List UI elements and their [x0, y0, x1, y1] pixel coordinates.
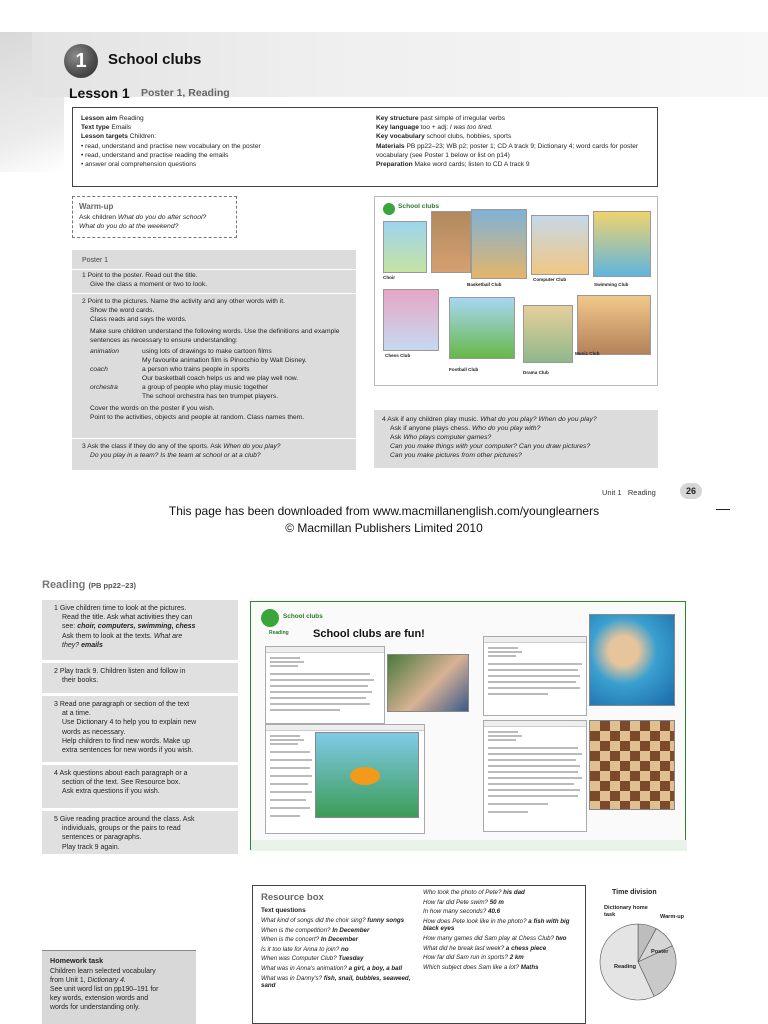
computer-club-picture — [531, 215, 589, 275]
reading-step-line: Use Dictionary 4 to help you to explain new — [62, 719, 197, 727]
homework-task-box — [42, 950, 196, 1024]
email-text-line — [270, 703, 370, 705]
email-text-line — [270, 767, 310, 769]
email-card — [483, 636, 587, 716]
email-text-line — [488, 777, 582, 779]
email-text-line — [488, 747, 578, 749]
divider — [72, 269, 356, 270]
answer-text: In December — [332, 926, 370, 934]
materials-label: Materials — [376, 142, 405, 150]
language-pre: too + adj: — [420, 124, 449, 132]
definition-example: My favourite animation film is Pinocchio by Walt Disney. — [142, 357, 307, 364]
resource-question — [423, 899, 583, 907]
poster-step-4-box — [374, 410, 658, 468]
resource-questions-right — [423, 889, 583, 971]
page-footer-unit — [602, 488, 656, 497]
targets-intro: Children: — [129, 133, 157, 141]
resource-question — [261, 946, 419, 954]
warmup-line1-pre: Ask children — [79, 214, 117, 221]
poster-box-title: Poster 1 — [82, 257, 109, 264]
warmup-box — [72, 196, 237, 238]
resource-question — [423, 889, 583, 897]
step-4-line: Ask if anyone plays chess. — [390, 425, 471, 432]
email-text-line — [488, 731, 518, 733]
question-text: What kind of songs did the choir sing? — [261, 917, 366, 924]
email-text-line — [270, 739, 304, 741]
poster-step-2 — [82, 297, 350, 422]
email-toolbar — [266, 725, 424, 731]
email-text-line — [488, 687, 580, 689]
homework-title: Homework task — [50, 956, 104, 965]
basketball-club-picture — [471, 209, 527, 279]
reading-step-line: Help children to find new words. Make up — [62, 737, 191, 745]
email-text-line — [488, 789, 580, 791]
question-text: When was Computer Club? — [261, 955, 337, 963]
answer-text: funny songs — [367, 917, 405, 924]
chess-club-picture — [383, 289, 439, 351]
lesson-subtitle: Poster 1, Reading — [141, 87, 230, 99]
vocab-value: school clubs, hobbies, sports — [426, 133, 512, 141]
music-club-picture — [577, 295, 651, 355]
unit-logo-icon — [383, 203, 395, 215]
text-type-value: Emails — [111, 124, 132, 132]
time-division-title: Time division — [612, 889, 657, 896]
question-text: What did he break last week? — [423, 944, 505, 952]
answer-text: no — [340, 945, 349, 953]
reading-step-line: see: — [62, 623, 76, 631]
reading-step-2 — [42, 663, 238, 693]
unit-number-badge: 1 — [64, 44, 98, 78]
pie-label-poster: Poster — [651, 949, 669, 955]
step-4-question: Who plays computer games? — [403, 434, 492, 441]
swimmer-photo — [589, 614, 675, 706]
poster-caption: Chess Club — [385, 353, 411, 358]
reading-step-answer: choir, computers, swimming, chess — [77, 623, 196, 631]
email-toolbar — [484, 637, 586, 643]
definitions-list — [90, 347, 350, 401]
resource-question — [423, 945, 583, 953]
email-text-line — [488, 771, 578, 773]
question-text: How many games did Sam play at Chess Club? — [423, 934, 555, 942]
reading-step-answer: emails — [81, 641, 103, 649]
question-text: What was in Anna's animation? — [261, 964, 347, 972]
prep-value: Make word cards; listen to CD A track 9 — [414, 161, 530, 169]
divider — [72, 438, 356, 439]
definition-term: coach — [90, 366, 108, 373]
email-text-line — [270, 697, 366, 699]
email-text-line — [270, 657, 300, 659]
email-text-line — [488, 811, 528, 813]
answer-text: In December — [320, 936, 358, 944]
email-text-line — [488, 803, 548, 805]
reading-step-line: Ask them to look at the texts. — [62, 632, 152, 640]
reading-step-question: they? — [62, 641, 80, 649]
question-text: What was in Danny's? — [261, 974, 323, 982]
email-text-line — [270, 775, 312, 777]
poster-caption: Basketball Club — [467, 282, 502, 287]
copyright-notice: © Macmillan Publishers Limited 2010 — [285, 521, 483, 535]
email-text-line — [270, 661, 304, 663]
poster-step-1-line: Give the class a moment or two to look. — [90, 281, 208, 288]
poster-caption: Football Club — [449, 367, 479, 372]
answer-text: Maths — [520, 963, 539, 971]
reading-section-title — [42, 579, 136, 591]
email-text-line — [270, 815, 300, 817]
language-label: Key language — [376, 124, 419, 132]
email-text-line — [488, 739, 516, 741]
email-card — [265, 646, 385, 724]
reading-step-line: extra sentences for new words if you wish. — [62, 747, 194, 755]
answer-text: 40.6 — [488, 908, 501, 916]
email-text-line — [270, 685, 368, 687]
poster-step-1-line: 1 Point to the poster. Read out the title. — [82, 272, 198, 279]
definition-row — [90, 383, 350, 401]
chess-board-photo — [589, 720, 675, 810]
choir-photo — [387, 654, 469, 712]
step-4-line: 4 Ask if any children play music. — [382, 416, 479, 423]
resource-question — [423, 954, 583, 962]
email-text-line — [488, 669, 578, 671]
reading-title-text: Reading — [42, 579, 86, 591]
pie-label-dictionary: Dictionary home task — [604, 905, 648, 918]
question-text: How far did Pete swim? — [423, 898, 488, 906]
structure-label: Key structure — [376, 115, 419, 122]
answer-text: a girl, a boy, a ball — [348, 964, 403, 972]
definition-text: a person who trains people in sports — [142, 366, 250, 373]
answer-text: his dad — [503, 889, 525, 896]
reading-step-line: 5 Give reading practice around the class. Ask — [54, 816, 195, 823]
resource-question — [423, 908, 583, 916]
spread-club-label: School clubs — [283, 613, 323, 620]
spread-reading-label: Reading — [269, 630, 289, 636]
reading-step-3 — [42, 696, 238, 762]
email-text-line — [270, 709, 340, 711]
resource-question — [261, 917, 419, 925]
email-text-line — [270, 665, 298, 667]
resource-box-heading: Text questions — [261, 907, 306, 914]
resource-question — [261, 936, 419, 944]
animation-screenshot — [315, 732, 419, 818]
email-text-line — [270, 791, 312, 793]
definition-row — [90, 347, 350, 365]
poster-caption: Music Club — [575, 351, 600, 356]
email-text-line — [270, 691, 372, 693]
poster-image — [374, 196, 658, 386]
poster-caption: Computer Club — [533, 277, 567, 282]
definition-term: animation — [90, 348, 119, 355]
answer-text: two — [555, 934, 567, 942]
question-text: How does Pete look like in the photo? — [423, 917, 527, 925]
reading-page-ref: (PB pp22–23) — [88, 581, 136, 590]
email-text-line — [270, 751, 310, 753]
spread-footer-strip — [251, 840, 687, 851]
poster-caption: Swimming Club — [594, 282, 629, 287]
time-division-pie — [596, 920, 680, 1004]
definition-example: Our basketball coach helps us and we play well now. — [142, 375, 299, 382]
email-text-line — [270, 679, 374, 681]
poster-step-2-line: Make sure children understand the following words. Use the definitions and example sentences as necessary to ensure understanding: — [90, 328, 340, 344]
email-text-line — [270, 735, 300, 737]
reading-step-1 — [42, 600, 238, 660]
definition-row — [90, 365, 350, 383]
poster-step-2-line: Class reads and says the words. — [90, 316, 187, 323]
answer-text: a fish with big black eyes — [423, 917, 570, 933]
choir-picture-2 — [431, 211, 471, 273]
footer-unit: Unit 1 — [602, 488, 622, 497]
email-text-line — [270, 673, 370, 675]
resource-questions-left — [261, 917, 419, 990]
spread-title: School clubs are fun! — [313, 628, 425, 640]
poster-image-label: School clubs — [398, 203, 440, 210]
choir-picture — [383, 221, 427, 273]
reading-step-line: words as necessary. — [62, 728, 126, 736]
warmup-question-1: What do you do after school? — [117, 214, 207, 221]
poster-caption: Drama Club — [523, 370, 549, 375]
email-text-line — [488, 759, 576, 761]
reading-step-line: section of the text. See Resource box. — [62, 779, 181, 787]
resource-question — [423, 935, 583, 943]
email-text-line — [270, 759, 312, 761]
question-text: In how many seconds? — [423, 908, 487, 916]
reading-step-line: Play track 9 again. — [62, 843, 120, 851]
reading-step-line: individuals, groups or the pairs to read — [62, 825, 181, 833]
resource-question — [423, 964, 583, 972]
email-text-line — [488, 663, 582, 665]
resource-question — [261, 965, 419, 973]
fish-icon — [350, 767, 380, 785]
homework-line: from Unit 1, — [50, 977, 86, 984]
resource-question — [423, 918, 583, 933]
reading-step-line: at a time. — [62, 710, 91, 718]
email-text-line — [488, 795, 578, 797]
aim-value: Reading — [119, 115, 144, 122]
poster-step-2-line: 2 Point to the pictures. Name the activity and any other words with it. — [82, 298, 285, 305]
email-text-line — [270, 799, 306, 801]
email-card — [483, 720, 587, 832]
step-4-question: What do you play? When do you play? — [480, 416, 597, 423]
resource-box-title: Resource box — [261, 892, 324, 903]
question-text: Who took the photo of Pete? — [423, 889, 502, 896]
homework-line: Children learn selected vocabulary — [50, 968, 156, 975]
reading-step-4 — [42, 765, 238, 808]
poster-instructions-box — [72, 250, 356, 470]
poster-step-3 — [82, 442, 350, 460]
target-item: • answer oral comprehension questions — [81, 160, 371, 169]
email-text-line — [488, 681, 576, 683]
structure-value: past simple of irregular verbs — [420, 115, 506, 122]
unit-title: School clubs — [108, 51, 202, 68]
email-text-line — [488, 765, 580, 767]
reading-step-line: 3 Read one paragraph or section of the text — [54, 701, 190, 708]
poster-step-3-question: Do you play in a team? Is the team at school or at a club? — [90, 452, 261, 459]
email-text-line — [488, 647, 518, 649]
email-toolbar — [484, 721, 586, 727]
email-text-line — [488, 655, 516, 657]
reading-step-line: Ask extra questions if you wish. — [62, 788, 160, 796]
football-club-picture — [449, 297, 515, 359]
answer-text: a chess piece — [505, 944, 547, 952]
email-text-line — [488, 693, 548, 695]
reading-step-question: What are — [153, 632, 183, 640]
targets-list — [81, 142, 371, 170]
prep-label: Preparation — [376, 161, 413, 169]
divider — [72, 293, 356, 294]
email-text-line — [488, 753, 582, 755]
warmup-question-2: What do you do at the weekend? — [79, 223, 179, 230]
poster-step-3-question: When do you play? — [223, 443, 281, 450]
question-text: When is the competition? — [261, 926, 331, 934]
question-text: When is the concert? — [261, 936, 320, 944]
aim-label: Lesson aim — [81, 115, 118, 122]
lesson-title: Lesson 1 — [69, 85, 130, 101]
aims-right-column — [376, 114, 654, 169]
swimming-club-picture — [593, 211, 651, 277]
aims-left-column — [81, 114, 371, 169]
homework-line: Dictionary 4. — [87, 977, 126, 984]
poster-step-3-line: 3 Ask the class if they do any of the sports. Ask — [82, 443, 222, 450]
homework-line: See unit word list on pp190–191 for — [50, 986, 159, 993]
step-4-question: Can you make things with your computer? Can you draw pictures? — [390, 443, 591, 450]
reading-step-line: 2 Play track 9. Children listen and follow in — [54, 668, 186, 675]
homework-line: words for understanding only. — [50, 1004, 140, 1011]
definition-example: The school orchestra has ten trumpet players. — [142, 393, 279, 400]
email-toolbar — [266, 647, 384, 653]
vocab-label: Key vocabulary — [376, 133, 425, 141]
materials-value: PB pp22–23; WB p2; poster 1; CD A track 9; Dictionary 4; word cards for poster vocabulary (see Poster 1 below or list on p14) — [376, 142, 639, 159]
step-4-question: Who do you play with? — [471, 425, 541, 432]
target-item: • read, understand and practise new vocabulary on the poster — [81, 142, 371, 151]
language-example: I was too tired. — [449, 124, 493, 132]
resource-question — [261, 975, 419, 990]
definition-term: orchestra — [90, 384, 118, 391]
footer-section: Reading — [627, 488, 656, 497]
drama-club-picture — [523, 305, 573, 363]
pupil-book-spread-image — [250, 601, 686, 850]
page-number: 26 — [680, 483, 702, 499]
download-notice: This page has been downloaded from www.macmillanenglish.com/younglearners — [168, 504, 600, 518]
reading-step-line: 1 Give children time to look at the pictures. — [54, 605, 187, 612]
reading-step-line: 4 Ask questions about each paragraph or a — [54, 770, 188, 777]
unit-logo-icon — [261, 609, 279, 627]
email-text-line — [270, 807, 310, 809]
question-text: Which subject does Sam like a lot? — [423, 963, 519, 971]
email-text-line — [270, 743, 298, 745]
step-4-question: Can you make pictures from other pictures? — [390, 452, 522, 459]
step-4-line: Ask — [390, 434, 402, 441]
resource-box — [252, 885, 586, 1024]
question-text: Is it too late for Anna to join? — [261, 945, 340, 953]
resource-question — [261, 927, 419, 935]
homework-line: key words, extension words and — [50, 995, 149, 1002]
definition-text: using lots of drawings to make cartoon films — [142, 348, 272, 355]
reading-steps — [42, 600, 238, 854]
poster-caption: Choir — [383, 275, 395, 280]
poster-step-2-line: Show the word cards. — [90, 307, 155, 314]
target-item: • read, understand and practise reading the emails — [81, 151, 371, 160]
reading-step-line: Read the title. Ask what activities they can — [62, 614, 193, 622]
reading-step-line: their books. — [62, 677, 99, 685]
resource-question — [261, 955, 419, 963]
poster-step-2-line: Cover the words on the poster if you wish. — [90, 405, 215, 412]
answer-text: 50 m — [489, 898, 504, 906]
answer-text: Tuesday — [338, 955, 364, 963]
email-text-line — [270, 783, 308, 785]
answer-text: 2 km — [509, 954, 524, 962]
warmup-title: Warm-up — [79, 202, 114, 211]
poster-step-2-line: Point to the activities, objects and people at random. Class names them. — [90, 414, 305, 421]
email-text-line — [488, 675, 580, 677]
text-type-label: Text type — [81, 124, 110, 132]
poster-step-1 — [82, 271, 350, 289]
question-text: How far did Sam run in sports? — [423, 954, 508, 962]
targets-label: Lesson targets — [81, 133, 128, 141]
pie-label-reading: Reading — [614, 964, 637, 970]
email-text-line — [488, 651, 522, 653]
lesson-aims-box — [72, 107, 658, 187]
email-text-line — [488, 783, 574, 785]
reading-step-5 — [42, 811, 238, 854]
answer-text: fish, snail, bubbles, seaweed, sand — [261, 974, 411, 990]
definition-text: a group of people who play music together — [142, 384, 269, 391]
reading-step-line: sentences or paragraphs. — [62, 834, 142, 842]
pie-label-warmup: Warm-up — [660, 914, 685, 920]
email-text-line — [488, 735, 522, 737]
